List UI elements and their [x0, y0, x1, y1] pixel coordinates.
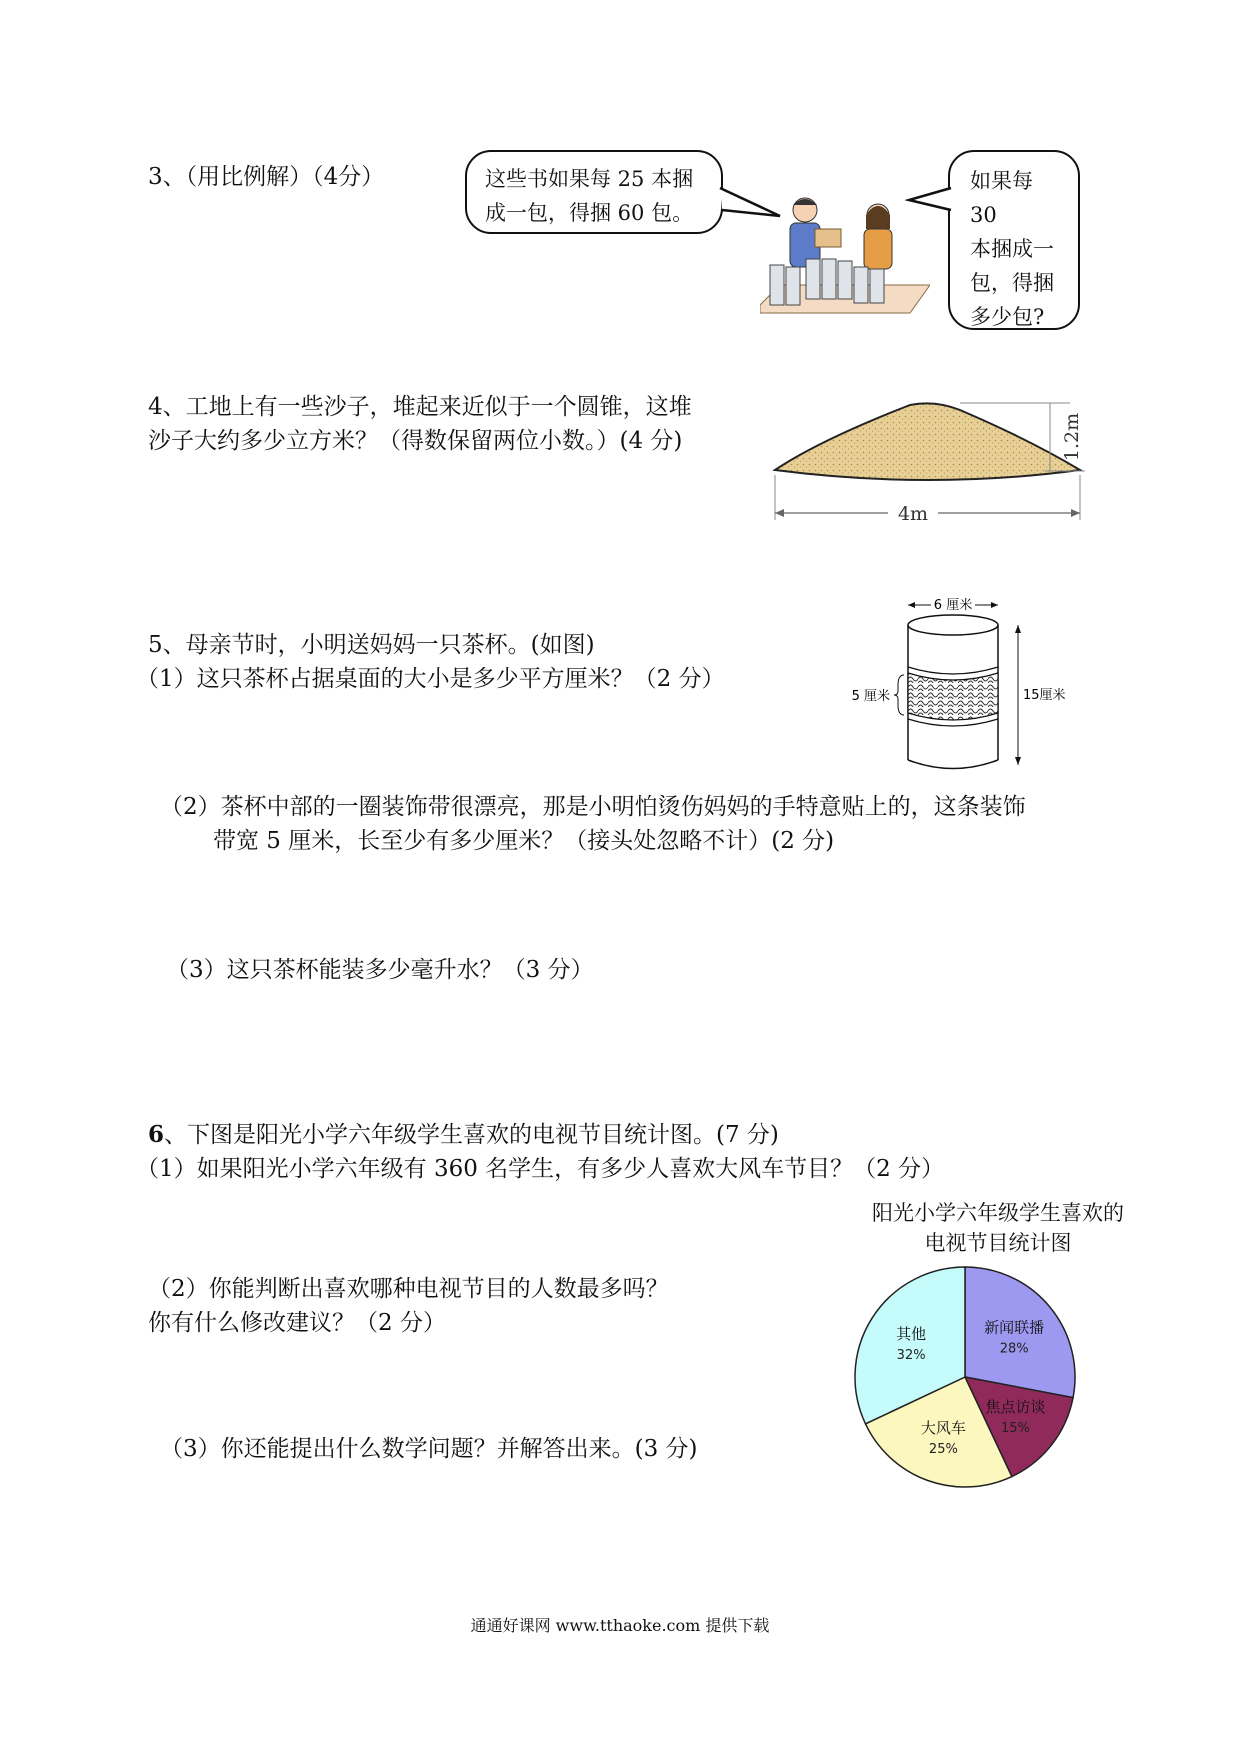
- q6-title: [148, 1118, 779, 1152]
- cup-band-label: 5 厘米: [851, 689, 890, 704]
- pie-label-name-0: 新闻联播: [984, 1318, 1045, 1337]
- q5-part3: （3）这只茶杯能装多少毫升水？（3 分）: [166, 957, 594, 983]
- speech-bubble-right: [948, 150, 1080, 330]
- workers-illustration: [760, 185, 930, 315]
- q6-title-text: 、下图是阳光小学六年级学生喜欢的电视节目统计图。(7 分): [164, 1122, 779, 1148]
- bubble-right-line3: 包，得捆: [970, 271, 1054, 295]
- q4-line2: 沙子大约多少立方米？（得数保留两位小数。）(4 分): [148, 428, 683, 454]
- speech-bubble-left: [465, 150, 723, 234]
- pie-label-name-3: 其他: [896, 1324, 927, 1343]
- bubble-left-line2: 成一包，得捆 60 包。: [485, 201, 694, 225]
- pie-label-name-2: 大风车: [920, 1419, 966, 1438]
- q4-line1: 4、工地上有一些沙子，堆起来近似于一个圆锥，这堆: [148, 394, 692, 420]
- cup-diameter-label: 6 厘米: [933, 598, 973, 613]
- q6-part2-line2: 你有什么修改建议？（2 分）: [148, 1310, 446, 1336]
- q5-part2-line2: 带宽 5 厘米，长至少有多少厘米？（接头处忽略不计）(2 分): [213, 828, 835, 854]
- chart-title: [838, 1198, 1158, 1258]
- q5-title: 5、母亲节时，小明送妈妈一只茶杯。(如图): [148, 632, 595, 658]
- cup-height-label: 15厘米: [1023, 688, 1066, 703]
- pie-label-value-0: 28%: [999, 1341, 1029, 1357]
- pie-label-value-2: 25%: [928, 1442, 958, 1458]
- pie-label-name-1: 焦点访谈: [985, 1398, 1046, 1417]
- pie-label-value-3: 32%: [896, 1347, 926, 1363]
- q6-part2-line1: （2）你能判断出喜欢哪种电视节目的人数最多吗？: [148, 1276, 669, 1302]
- bubble-right-line4: 多少包?: [970, 305, 1045, 329]
- cone-width-label: 4m: [897, 503, 929, 525]
- q6-part3: （3）你还能提出什么数学问题？并解答出来。(3 分): [160, 1436, 698, 1462]
- footer-text: 通通好课网 www.tthaoke.com 提供下载: [470, 1616, 770, 1635]
- teacup-figure: [848, 595, 1078, 775]
- chart-title-line2: 电视节目统计图: [924, 1231, 1072, 1255]
- bubble-right-line1: 如果每 30: [970, 169, 1033, 227]
- q3-title: 3、（用比例解）（4分）: [148, 164, 385, 190]
- q5-part2-line1: （2）茶杯中部的一圈装饰带很漂亮，那是小明怕烫伤妈妈的手特意贴上的，这条装饰: [160, 794, 1026, 820]
- cone-height-label: 1.2m: [1061, 412, 1083, 462]
- q6-title-number: 6: [148, 1121, 165, 1148]
- q5-part1: （1）这只茶杯占据桌面的大小是多少平方厘米？（2 分）: [136, 666, 725, 692]
- q6-part1: （1）如果阳光小学六年级有 360 名学生，有多少人喜欢大风车节目？（2 分）: [136, 1156, 945, 1182]
- bubble-left-line1: 这些书如果每 25 本捆: [485, 167, 694, 191]
- sand-cone-figure: [760, 385, 1090, 545]
- bubble-right-line2: 本捆成一: [970, 237, 1054, 261]
- pie-label-value-1: 15%: [1000, 1421, 1030, 1437]
- pie-chart: [850, 1262, 1080, 1492]
- chart-title-line1: 阳光小学六年级学生喜欢的: [872, 1201, 1124, 1225]
